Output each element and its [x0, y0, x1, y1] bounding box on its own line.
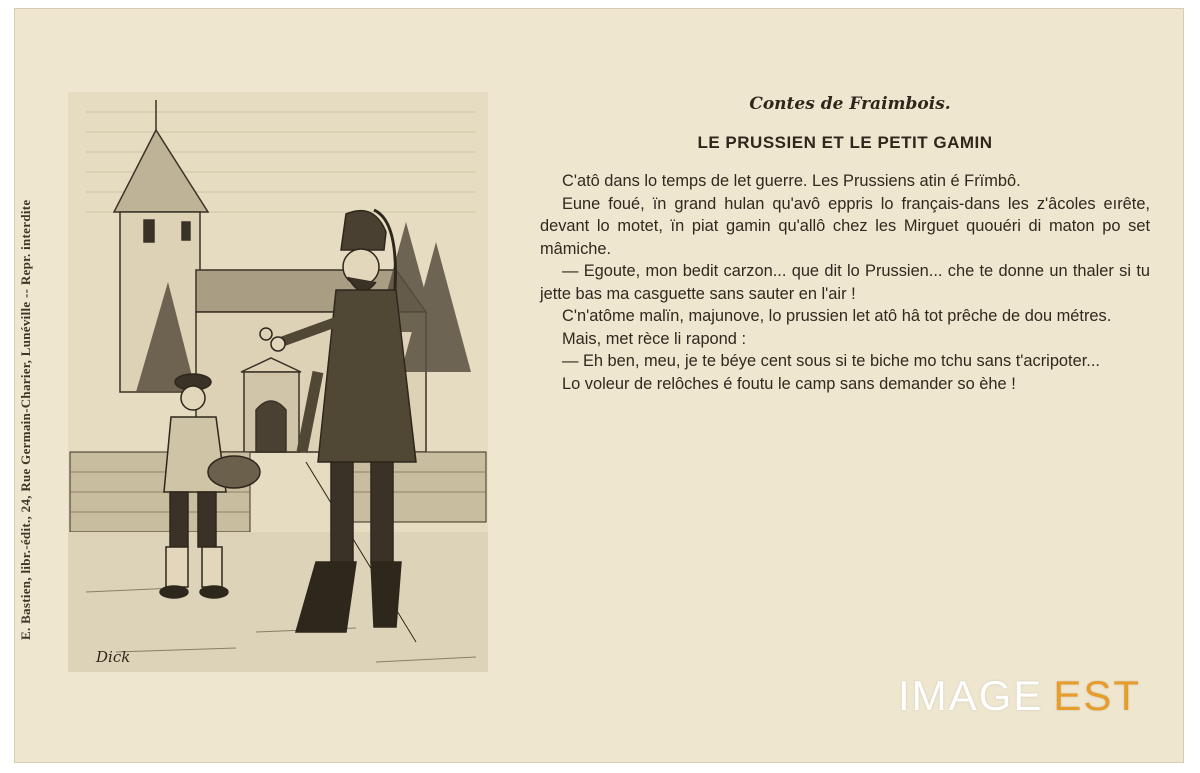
publisher-imprint: E. Bastien, libr.-édit., 24, Rue Germain-Charier, Lunéville -- Repr. interdite: [18, 199, 33, 640]
paragraph: Mais, met rèce li rapond :: [562, 329, 747, 348]
paragraph: C'n'atôme malïn, majunove, lo prussien let atô hâ tot prêche de dou métres.: [562, 307, 1112, 325]
watermark-part1: IMAGE: [898, 672, 1044, 719]
watermark-part2: EST: [1053, 672, 1142, 719]
series-title: Contes de Fraimbois.: [749, 94, 951, 114]
story-title: LE PRUSSIEN ET LE PETIT GAMIN: [697, 133, 993, 152]
watermark: [898, 672, 1141, 720]
paragraph: — Eh ben, meu, je te béye cent sous si te biche mo tchu sans t'acripoter...: [562, 352, 1100, 370]
illustration: [56, 72, 496, 684]
paragraph: C'atô dans lo temps de let guerre. Les Prussiens atin é Frïmbô.: [562, 172, 1021, 190]
paragraph: Lo voleur de relôches é foutu le camp sans demander so èhe !: [562, 374, 1016, 393]
paragraph: — Egoute, mon bedit carzon... que dit lo Prussien... che te donne un thaler si tu jette bas ma casguette sans sauter en l'air !: [540, 262, 1150, 303]
paragraph: Eune foué, ïn grand hulan qu'avô eppris lo français-dans les z'âcoles eırête, devant lo motet, ïn piat gamin qu'allô chez les Mirguet quouéri di maton po set mâmiche.: [540, 194, 1150, 258]
story-text: [540, 170, 1150, 395]
artist-signature: Dick: [96, 648, 131, 666]
